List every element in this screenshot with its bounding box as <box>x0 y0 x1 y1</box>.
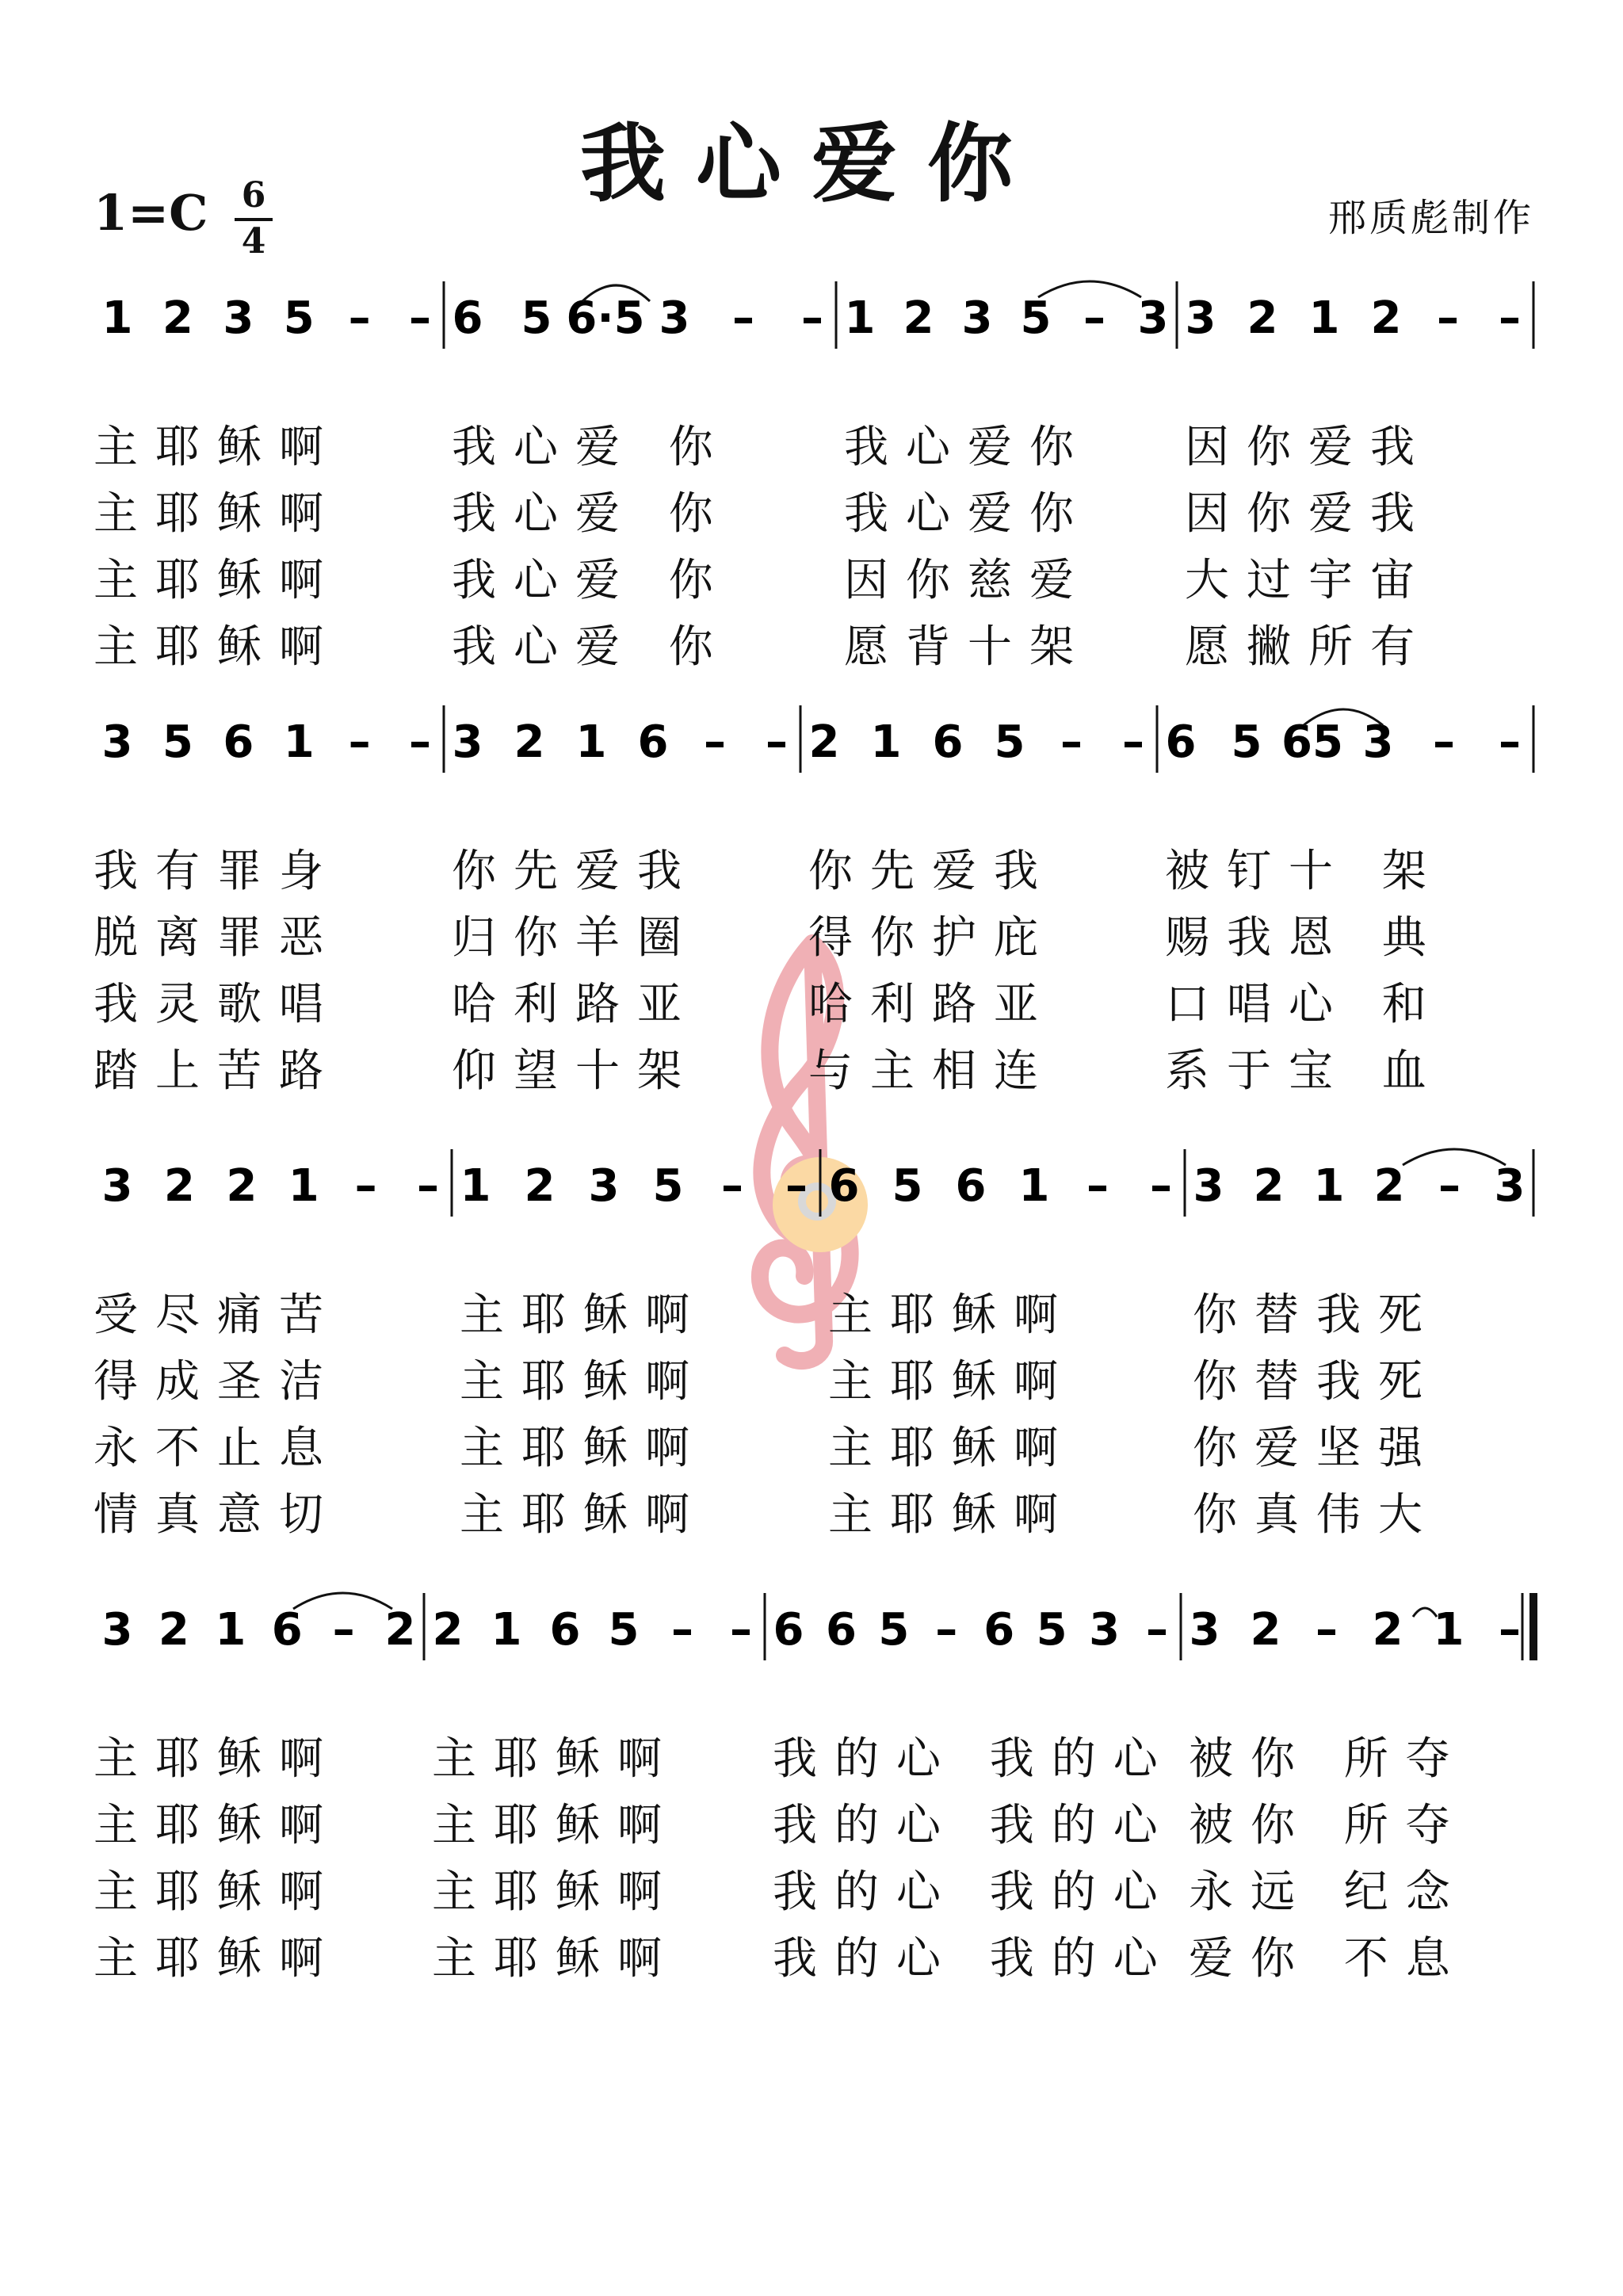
note-dash: – <box>1060 716 1083 768</box>
lyric-verse-4: 我心爱 你 <box>452 621 731 673</box>
note-5: 5 <box>994 716 1025 768</box>
note-5: 5 <box>652 1160 684 1212</box>
lyric-verse-2: 赐我恩 典 <box>1165 912 1444 964</box>
note-1: 1 <box>1313 1160 1345 1212</box>
lyric-verse-4: 仰望十架 <box>452 1045 699 1097</box>
note-dash: – <box>1499 716 1521 768</box>
note-dash: – <box>732 292 754 344</box>
key-label: 1=C <box>94 184 208 242</box>
note-dash: – <box>1146 1604 1168 1656</box>
lyric-verse-2: 脱离罪恶 <box>94 912 341 964</box>
note-2: 2 <box>158 1604 189 1656</box>
note-dash: – <box>766 716 788 768</box>
lyric-verse-1: 你替我死 <box>1193 1289 1440 1341</box>
lyric-verse-3: 主耶稣啊 <box>94 555 341 606</box>
note-6: 6 <box>549 1604 581 1656</box>
lyric-verse-4: 情真意切 <box>94 1489 341 1541</box>
lyric-verse-1: 主耶稣啊 <box>94 1733 341 1785</box>
note-6: 6 <box>223 716 254 768</box>
note-dash: – <box>348 716 371 768</box>
note-65: 65 <box>1281 716 1343 768</box>
note-3: 3 <box>659 292 690 344</box>
note-6: 6 <box>637 716 669 768</box>
note-2: 2 <box>524 1160 556 1212</box>
lyric-verse-1: 被你 所夺 <box>1189 1733 1468 1785</box>
lyric-verse-3: 永远 纪念 <box>1189 1866 1468 1918</box>
note-3: 3 <box>101 1160 133 1212</box>
lyric-verse-4: 踏上苦路 <box>94 1045 341 1097</box>
lyric-verse-1: 我的心 我的心 <box>773 1733 1175 1785</box>
lyric-verse-2: 主耶稣啊 <box>432 1800 679 1851</box>
lyric-verse-2: 你替我死 <box>1193 1356 1440 1408</box>
note-dash: – <box>1083 292 1106 344</box>
note-1: 1 <box>844 292 876 344</box>
lyric-verse-3: 主耶稣啊 <box>828 1423 1075 1474</box>
lyric-verse-3: 因你慈爱 <box>844 555 1091 606</box>
note-5: 5 <box>1020 292 1052 344</box>
lyric-verse-2: 主耶稣啊 <box>828 1356 1075 1408</box>
note-1: 1 <box>101 292 133 344</box>
note-3: 3 <box>1189 1604 1220 1656</box>
note-2: 2 <box>1250 1604 1281 1656</box>
lyric-verse-3: 主耶稣啊 <box>460 1423 707 1474</box>
note-3: 3 <box>961 292 993 344</box>
note-2: 2 <box>1253 1160 1285 1212</box>
note-2: 2 <box>1372 1604 1403 1656</box>
lyric-verse-3: 我心爱 你 <box>452 555 731 606</box>
lyric-verse-3: 我的心 我的心 <box>773 1866 1175 1918</box>
note-dash: – <box>409 716 431 768</box>
note-6: 6 <box>773 1604 804 1656</box>
lyric-verse-4: 主耶稣啊 <box>432 1933 679 1985</box>
lyric-verse-1: 你先爱我 <box>452 846 699 897</box>
note-5: 5 <box>1231 716 1262 768</box>
lyric-verse-4: 爱你 不息 <box>1189 1933 1468 1985</box>
lyric-verse-2: 得你护庇 <box>808 912 1056 964</box>
note-3: 3 <box>1362 716 1394 768</box>
note-5: 5 <box>878 1604 910 1656</box>
song-title: 我心爱你 <box>579 114 1043 214</box>
note-6·5: 6·5 <box>566 292 645 344</box>
note-2: 2 <box>432 1604 464 1656</box>
note-6: 6 <box>983 1604 1015 1656</box>
note-2: 2 <box>1247 292 1278 344</box>
lyric-verse-1: 主耶稣啊 <box>94 422 341 473</box>
lyric-verse-2: 主耶稣啊 <box>94 1800 341 1851</box>
lyric-verse-1: 因你爱我 <box>1185 422 1432 473</box>
lyric-verse-4: 主耶稣啊 <box>94 1933 341 1985</box>
lyric-verse-2: 因你爱我 <box>1185 488 1432 540</box>
lyric-verse-2: 主耶稣啊 <box>94 488 341 540</box>
lyric-verse-2: 我心爱 你 <box>452 488 731 540</box>
lyric-verse-4: 与主相连 <box>808 1045 1056 1097</box>
lyric-verse-4: 你真伟大 <box>1193 1489 1440 1541</box>
note-6: 6 <box>271 1604 303 1656</box>
note-5: 5 <box>283 292 315 344</box>
note-6: 6 <box>452 292 483 344</box>
note-dash: – <box>801 292 823 344</box>
lyric-verse-1: 受尽痛苦 <box>94 1289 341 1341</box>
note-dash: – <box>1433 716 1455 768</box>
lyric-verse-3: 哈利路亚 <box>452 979 699 1030</box>
lyric-verse-3: 我灵歌唱 <box>94 979 341 1030</box>
note-3: 3 <box>588 1160 620 1212</box>
lyric-verse-1: 主耶稣啊 <box>828 1289 1075 1341</box>
note-dash: – <box>671 1604 693 1656</box>
note-2: 2 <box>514 716 545 768</box>
lyric-verse-4: 系于宝 血 <box>1165 1045 1444 1097</box>
note-dash: – <box>1150 1160 1172 1212</box>
time-signature-bottom: 4 <box>241 221 266 262</box>
note-6: 6 <box>1165 716 1197 768</box>
lyric-verse-2: 我心爱你 <box>844 488 1091 540</box>
note-5: 5 <box>608 1604 640 1656</box>
note-dash: – <box>354 1160 377 1212</box>
lyric-verse-4: 愿背十架 <box>844 621 1091 673</box>
note-2: 2 <box>1370 292 1402 344</box>
note-dash: – <box>1437 292 1459 344</box>
note-dash: – <box>332 1604 355 1656</box>
note-3: 3 <box>1193 1160 1224 1212</box>
note-2: 2 <box>808 716 840 768</box>
lyric-verse-4: 主耶稣啊 <box>460 1489 707 1541</box>
note-2: 2 <box>384 1604 416 1656</box>
note-dash: – <box>721 1160 743 1212</box>
note-3: 3 <box>223 292 254 344</box>
note-3: 3 <box>101 716 133 768</box>
note-dash: – <box>730 1604 752 1656</box>
note-5: 5 <box>892 1160 923 1212</box>
note-1: 1 <box>460 1160 491 1212</box>
lyric-verse-3: 永不止息 <box>94 1423 341 1474</box>
lyric-verse-3: 大过宇宙 <box>1185 555 1432 606</box>
note-dash: – <box>348 292 371 344</box>
note-2: 2 <box>162 292 193 344</box>
note-1: 1 <box>215 1604 246 1656</box>
note-dash: – <box>1499 1604 1521 1656</box>
time-signature-top: 6 <box>241 175 266 216</box>
lyric-verse-4: 我的心 我的心 <box>773 1933 1175 1985</box>
lyric-verse-1: 被钉十 架 <box>1165 846 1444 897</box>
note-1: 1 <box>288 1160 319 1212</box>
note-dash: – <box>409 292 431 344</box>
note-dash: – <box>1499 292 1521 344</box>
note-dash: – <box>935 1604 958 1656</box>
lyric-verse-4: 主耶稣啊 <box>94 621 341 673</box>
note-6: 6 <box>955 1160 987 1212</box>
lyric-verse-2: 主耶稣啊 <box>460 1356 707 1408</box>
note-1: 1 <box>1018 1160 1050 1212</box>
lyric-verse-3: 主耶稣啊 <box>432 1866 679 1918</box>
note-6: 6 <box>825 1604 857 1656</box>
note-1: 1 <box>575 716 607 768</box>
lyric-verse-1: 主耶稣啊 <box>432 1733 679 1785</box>
note-1: 1 <box>1308 292 1340 344</box>
note-3: 3 <box>452 716 483 768</box>
note-3: 3 <box>1494 1160 1526 1212</box>
note-2: 2 <box>1373 1160 1405 1212</box>
note-dash: – <box>704 716 726 768</box>
lyric-verse-2: 得成圣洁 <box>94 1356 341 1408</box>
note-dash: – <box>1122 716 1144 768</box>
note-5: 5 <box>1036 1604 1067 1656</box>
note-dash: – <box>1316 1604 1338 1656</box>
note-6: 6 <box>828 1160 860 1212</box>
note-2: 2 <box>903 292 934 344</box>
lyric-verse-3: 口唱心 和 <box>1165 979 1444 1030</box>
note-5: 5 <box>162 716 193 768</box>
note-3: 3 <box>1089 1604 1121 1656</box>
lyric-verse-4: 主耶稣啊 <box>828 1489 1075 1541</box>
lyric-verse-1: 我心爱你 <box>844 422 1091 473</box>
note-dash: – <box>785 1160 808 1212</box>
note-2: 2 <box>163 1160 195 1212</box>
note-1: 1 <box>491 1604 522 1656</box>
note-1: 1 <box>1433 1604 1465 1656</box>
lyric-verse-3: 主耶稣啊 <box>94 1866 341 1918</box>
note-1: 1 <box>870 716 902 768</box>
lyric-verse-3: 你爱坚强 <box>1193 1423 1440 1474</box>
note-3: 3 <box>101 1604 133 1656</box>
lyric-verse-3: 哈利路亚 <box>808 979 1056 1030</box>
lyric-verse-4: 愿撇所有 <box>1185 621 1432 673</box>
note-1: 1 <box>283 716 315 768</box>
note-3: 3 <box>1137 292 1169 344</box>
lyric-verse-2: 归你羊圈 <box>452 912 699 964</box>
lyric-verse-1: 你先爱我 <box>808 846 1056 897</box>
note-dash: – <box>1086 1160 1109 1212</box>
lyric-verse-2: 我的心 我的心 <box>773 1800 1175 1851</box>
note-dash: – <box>1438 1160 1461 1212</box>
note-3: 3 <box>1185 292 1216 344</box>
lyric-verse-2: 被你 所夺 <box>1189 1800 1468 1851</box>
note-5: 5 <box>521 292 552 344</box>
lyric-verse-1: 我有罪身 <box>94 846 341 897</box>
lyric-verse-1: 我心爱 你 <box>452 422 731 473</box>
author-credit: 邢质彪制作 <box>1327 196 1534 240</box>
note-2: 2 <box>226 1160 258 1212</box>
lyric-verse-1: 主耶稣啊 <box>460 1289 707 1341</box>
note-6: 6 <box>932 716 964 768</box>
note-dash: – <box>417 1160 439 1212</box>
